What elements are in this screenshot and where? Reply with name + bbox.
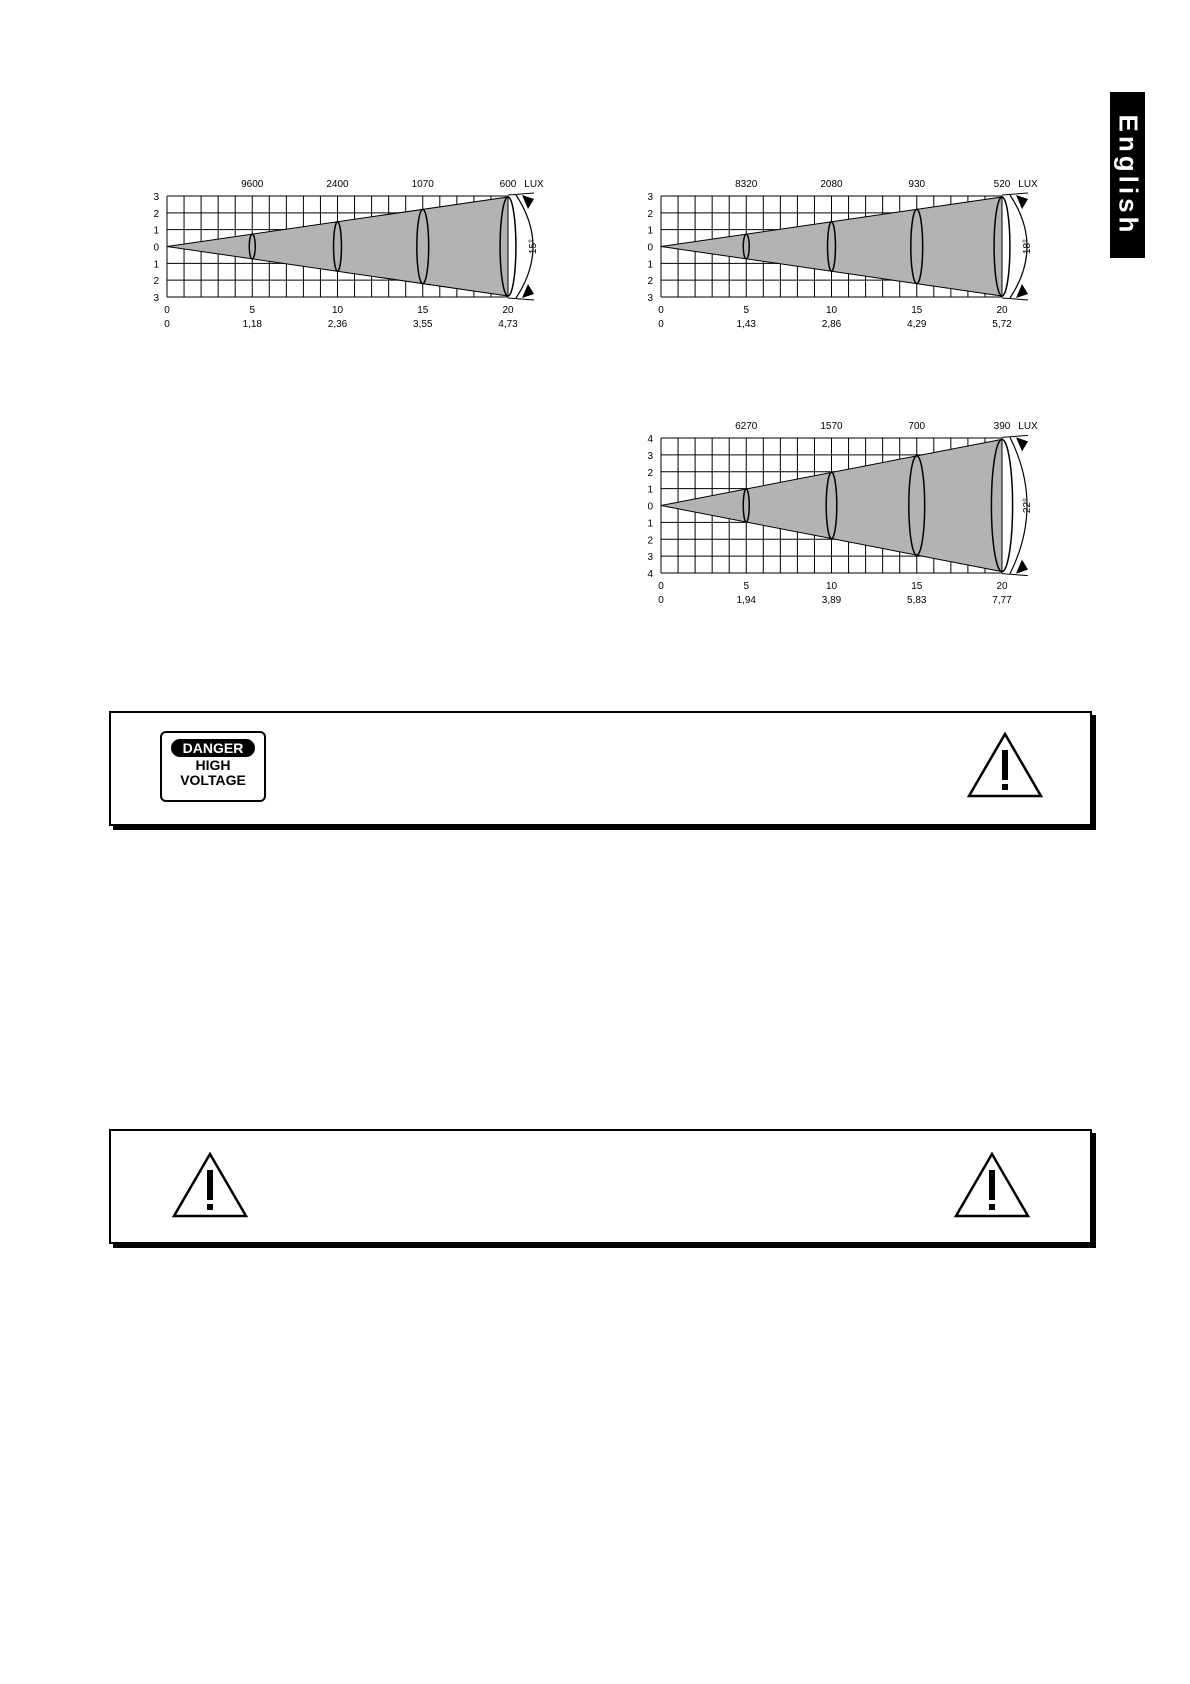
y-tick-label: 3 (647, 450, 653, 462)
beam-angle-label: 18° (1022, 238, 1033, 255)
danger-sign-line2: VOLTAGE (180, 772, 246, 788)
danger-sign-top: DANGER (171, 739, 256, 757)
warning-triangle-icon (952, 1150, 1032, 1222)
lux-label: 390 (993, 421, 1011, 432)
danger-sign-line1: HIGH (195, 757, 231, 773)
beam-angle-label: 15° (528, 238, 539, 255)
y-tick-label: 0 (647, 242, 653, 254)
distance-tick-label: 5 (743, 581, 750, 592)
distance-tick-label: 0 (164, 305, 170, 316)
diameter-tick-label: 0 (164, 319, 170, 330)
y-tick-label: 1 (647, 518, 653, 530)
lux-label: 600 (499, 179, 517, 190)
distance-tick-label: 15 (911, 581, 923, 592)
distance-tick-label: 5 (743, 305, 750, 316)
diameter-tick-label: 3,55 (413, 319, 433, 330)
y-tick-label: 3 (647, 552, 653, 564)
diameter-tick-label: 4,73 (498, 319, 518, 330)
angle-arrow-bottom (1016, 560, 1028, 574)
lux-label: 520 (993, 179, 1011, 190)
y-tick-label: 3 (153, 192, 159, 203)
y-tick-label: 1 (647, 484, 653, 496)
y-tick-label: 2 (647, 467, 653, 479)
y-tick-label: 0 (647, 501, 653, 513)
diameter-tick-label: 3,89 (821, 595, 842, 606)
distance-tick-label: 5 (249, 305, 256, 316)
y-tick-label: 4 (647, 434, 653, 445)
lux-label: 1570 (820, 421, 843, 432)
y-tick-label: 3 (647, 293, 653, 304)
lux-unit-label: LUX (1018, 421, 1038, 432)
diameter-tick-label: 1,18 (242, 319, 262, 330)
diameter-tick-label: 1,94 (736, 595, 756, 606)
beam-angle-label: 22° (1022, 497, 1033, 514)
y-tick-label: 3 (153, 293, 159, 304)
danger-high-voltage-sign (160, 731, 266, 802)
y-tick-label: 4 (647, 569, 653, 580)
distance-tick-label: 20 (502, 305, 514, 316)
distance-tick-label: 0 (658, 581, 664, 592)
warning-triangle-icon (965, 730, 1045, 802)
caution-warning-box (109, 1129, 1092, 1244)
y-tick-label: 2 (647, 276, 653, 288)
diameter-tick-label: 1,43 (736, 319, 756, 330)
distance-tick-label: 15 (911, 305, 923, 316)
distance-tick-label: 15 (417, 305, 429, 316)
lux-label: 700 (908, 421, 926, 432)
distance-tick-label: 10 (331, 305, 344, 316)
distance-tick-label: 20 (996, 305, 1008, 316)
y-tick-label: 1 (647, 225, 653, 237)
diameter-tick-label: 2,86 (821, 319, 842, 330)
lux-label: 9600 (241, 179, 264, 190)
lux-label: 8320 (735, 179, 758, 190)
y-tick-label: 2 (153, 208, 159, 220)
lux-label: 1070 (411, 179, 434, 190)
distance-tick-label: 10 (825, 581, 838, 592)
y-tick-label: 1 (647, 259, 653, 271)
y-tick-label: 1 (153, 259, 159, 271)
diameter-tick-label: 5,72 (992, 319, 1012, 330)
diameter-tick-label: 0 (658, 319, 664, 330)
diameter-tick-label: 2,36 (327, 319, 348, 330)
distance-tick-label: 20 (996, 581, 1008, 592)
angle-extension-top (1002, 435, 1028, 437)
y-tick-label: 3 (647, 192, 653, 203)
lux-label: 2400 (326, 179, 349, 190)
y-tick-label: 2 (647, 535, 653, 547)
y-tick-label: 0 (153, 242, 159, 254)
y-tick-label: 2 (647, 208, 653, 220)
diameter-tick-label: 7,77 (992, 595, 1012, 606)
distance-tick-label: 10 (825, 305, 838, 316)
lux-label: 2080 (820, 179, 843, 190)
diameter-tick-label: 5,83 (907, 595, 927, 606)
lux-unit-label: LUX (1018, 179, 1038, 190)
y-tick-label: 2 (153, 276, 159, 288)
angle-extension-bottom (1002, 574, 1028, 576)
distance-tick-label: 0 (658, 305, 664, 316)
angle-arrow-top (1016, 437, 1028, 451)
y-tick-label: 1 (153, 225, 159, 237)
lux-unit-label: LUX (524, 179, 544, 190)
diameter-tick-label: 4,29 (907, 319, 927, 330)
lux-label: 6270 (735, 421, 758, 432)
language-tab-label: English (1113, 114, 1143, 236)
diameter-tick-label: 0 (658, 595, 664, 606)
warning-triangle-icon (170, 1150, 250, 1222)
lux-label: 930 (908, 179, 926, 190)
